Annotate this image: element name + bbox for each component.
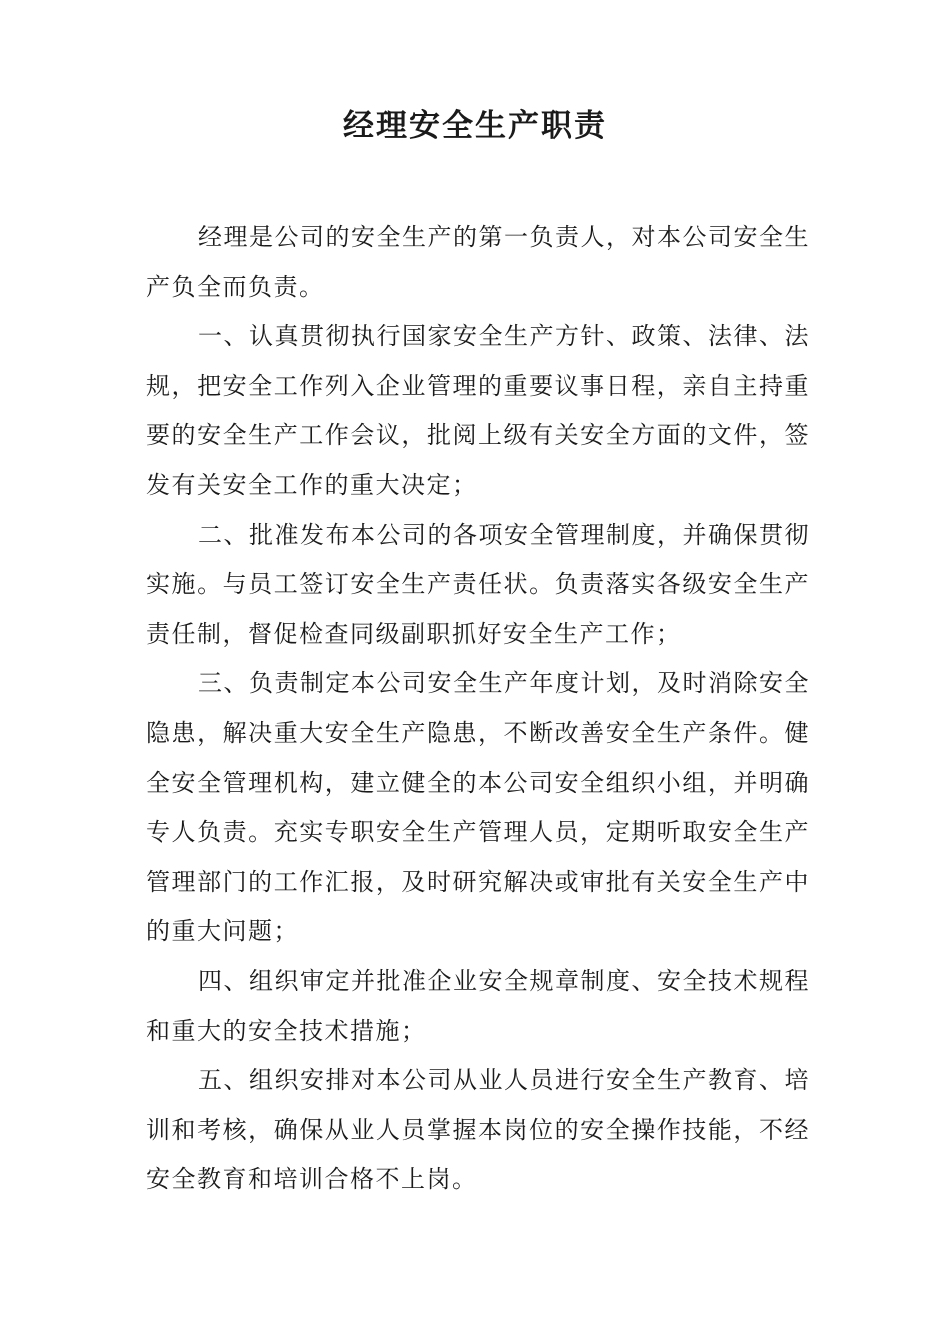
- duty-item-5: 五、组织安排对本公司从业人员进行安全生产教育、培训和考核，确保从业人员掌握本岗位的安全操作技能，不经安全教育和培训合格不上岗。: [146, 1066, 810, 1194]
- intro-paragraph: 经理是公司的安全生产的第一负责人，对本公司安全生产负全而负责。: [146, 223, 810, 301]
- duty-item-1: 一、认真贯彻执行国家安全生产方针、政策、法律、法规，把安全工作列入企业管理的重要议事日程，亲自主持重要的安全生产工作会议，批阅上级有关安全方面的文件，签发有关安全工作的重大决定；: [146, 322, 810, 499]
- duty-item-4: 四、组织审定并批准企业安全规章制度、安全技术规程和重大的安全技术措施；: [146, 966, 810, 1045]
- duty-item-2: 二、批准发布本公司的各项安全管理制度，并确保贯彻实施。与员工签订安全生产责任状。负责落实各级安全生产责任制，督促检查同级副职抓好安全生产工作；: [146, 520, 810, 648]
- duty-item-3: 三、负责制定本公司安全生产年度计划，及时消除安全隐患，解决重大安全生产隐患，不断改善安全生产条件。健全安全管理机构，建立健全的本公司安全组织小组，并明确专人负责。充实专职安全生产管理人员，定期听取安全生产管理部门的工作汇报，及时研究解决或审批有关安全生产中的重大问题；: [146, 669, 810, 946]
- document-body: [146, 213, 810, 1205]
- document-title: 经理安全生产职责: [343, 108, 607, 144]
